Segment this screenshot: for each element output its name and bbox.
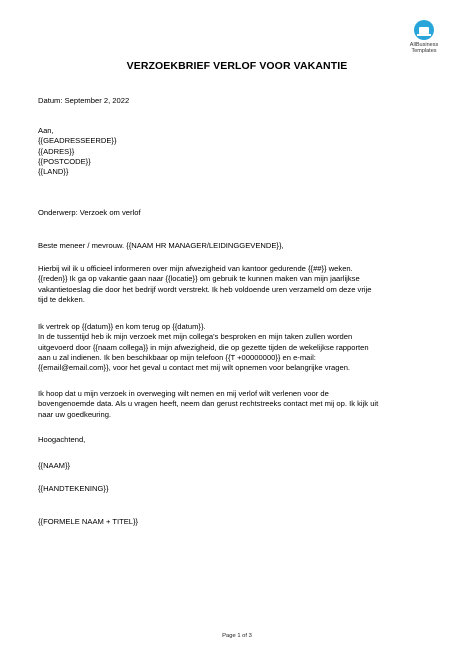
company-logo (402, 20, 446, 54)
paragraph-line: Ik vertrek op {{datum}} en kom terug op {{datum}}. (38, 322, 206, 331)
paragraph-dates-and-contact (38, 322, 440, 373)
date-text: Datum: September 2, 2022 (38, 96, 130, 105)
recipient-address-block (38, 126, 440, 177)
paragraph-line: vakantietoeslag die door het bedrijf wordt verstrekt. Ik heb voldoende uren verzameld om deze vrije (38, 284, 372, 294)
closing (38, 435, 440, 445)
formal-name-text: {{FORMELE NAAM + TITEL}} (38, 517, 139, 526)
paragraph-line: {{reden}} Ik ga op vakantie gaan naar {{locatie}} om gebruik te kunnen maken van mijn jaarlijkse (38, 274, 360, 284)
paragraph-line: Ik hoop dat u mijn verzoek in overweging wilt nemen en mij verlof wilt verlenen voor de (38, 389, 329, 398)
laptop-icon (414, 20, 434, 40)
salutation (38, 241, 440, 251)
formal-name-placeholder (38, 517, 440, 527)
salutation-text: Beste meneer / mevrouw. {{NAAM HR MANAGER/LEIDINGGEVENDE}}, (38, 241, 284, 250)
date-line (38, 96, 440, 106)
paragraph-line: aan u zal indienen. Ik ben beschikbaar op mijn telefoon {{T +00000000}} en e-mail: (38, 352, 316, 362)
address-line: {{ADRES}} (38, 146, 75, 156)
subject-line (38, 208, 440, 218)
paragraph-line: uitgevoerd door {{naam collega}} in mijn afwezigheid, die op gezette tijden de wekelijkse rapporten (38, 342, 369, 352)
name-text: {{NAAM}} (38, 461, 71, 470)
paragraph-line: {{email@email.com}}, voor het geval u contact met mij wilt opnemen voor belangrijke vragen. (38, 363, 351, 373)
paragraph-line: naar uw goedkeuring. (38, 409, 112, 419)
logo-line-1: AllBusiness (409, 42, 439, 48)
paragraph-line: Hierbij wil ik u officieel informeren over mijn afwezigheid van kantoor gedurende {{##}} weken. (38, 264, 353, 273)
closing-text: Hoogachtend, (38, 435, 86, 444)
signature-text: {{HANDTEKENING}} (38, 484, 109, 493)
paragraph-request (38, 389, 440, 420)
paragraph-line: In de tussentijd heb ik mijn verzoek met mijn collega's besproken en mijn taken zullen worden (38, 332, 353, 342)
address-line: {{LAND}} (38, 167, 69, 177)
address-line: {{POSTCODE}} (38, 156, 91, 166)
address-line: Aan, (38, 126, 54, 135)
subject-text: Onderwerp: Verzoek om verlof (38, 208, 141, 217)
document-title: VERZOEKBRIEF VERLOF VOOR VAKANTIE (126, 60, 348, 72)
address-line: {{GEADRESSEERDE}} (38, 136, 117, 146)
logo-text (410, 42, 438, 54)
logo-line-2: Templates (411, 48, 437, 54)
paragraph-line: tijd te dekken. (38, 294, 85, 304)
signature-placeholder (38, 484, 440, 494)
page-number: Page 1 of 3 (222, 633, 252, 639)
paragraph-absence-notice (38, 264, 440, 305)
paragraph-line: bovengenoemde data. Als u vragen heeft, neem dan gerust rechtstreeks contact met mij op. Ik kijk uit (38, 399, 379, 409)
name-placeholder (38, 461, 440, 471)
